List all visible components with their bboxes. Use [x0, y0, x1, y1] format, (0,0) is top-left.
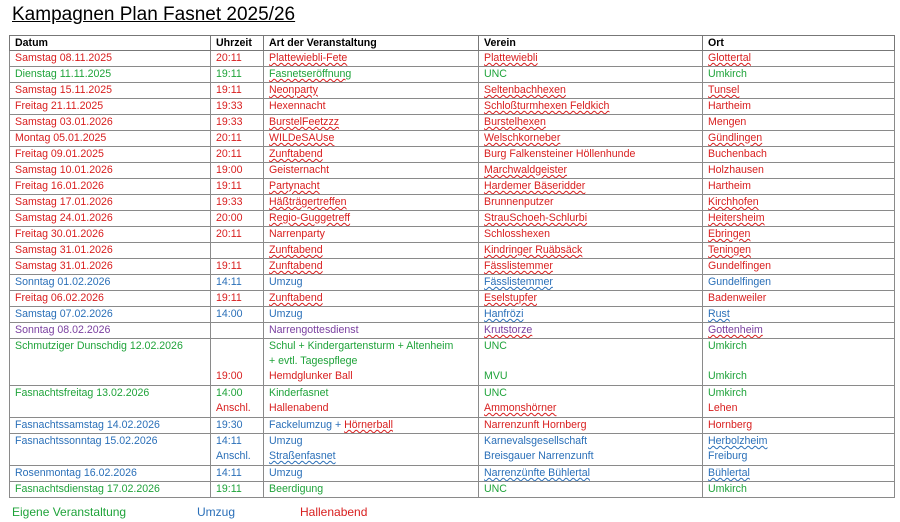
art-cell: Regio-Guggetreff — [264, 211, 479, 227]
datum-cell — [10, 386, 211, 418]
uhrzeit-cell: 14:00 — [211, 307, 264, 323]
art-cell: Neonparty — [264, 83, 479, 99]
legend-umzug: Umzug — [197, 505, 236, 519]
ort-cell: Tunsel — [703, 83, 895, 99]
table-row-rosenmontag — [10, 466, 895, 482]
verein-cell: Welschkorneber — [479, 131, 703, 147]
table-row-fasnachtsfreitag — [10, 386, 895, 418]
uhrzeit-cell: 20:11 — [211, 51, 264, 67]
ort-cell: Gündlingen — [703, 131, 895, 147]
table-row — [10, 227, 895, 243]
ort-cell: Hartheim — [703, 99, 895, 115]
datum-cell: Freitag 16.01.2026 — [10, 179, 211, 195]
verein-cell: Plattewiebli — [479, 51, 703, 67]
art-cell: Narrenparty — [264, 227, 479, 243]
ort-text: Lehen — [708, 402, 738, 414]
uhrzeit-cell: 19:30 — [211, 418, 264, 434]
art-line: Kinderfasnet — [269, 387, 329, 399]
uhrzeit-cell — [211, 339, 264, 386]
ort-cell: Kirchhofen — [703, 195, 895, 211]
uhrzeit-cell: 19:33 — [211, 195, 264, 211]
table-row — [10, 115, 895, 131]
datum-cell: Samstag 10.01.2026 — [10, 163, 211, 179]
uhrzeit-cell: 19:11 — [211, 291, 264, 307]
ort-cell: Glottertal — [703, 51, 895, 67]
art-line: Umzug — [269, 435, 303, 447]
table-row-schmutziger — [10, 339, 895, 386]
ort-text: Umkirch — [708, 340, 747, 352]
datum-cell: Samstag 31.01.2026 — [10, 259, 211, 275]
uhrzeit-cell: 19:11 — [211, 259, 264, 275]
datum-text: Schmutziger Dunschdig 12.02.2026 — [15, 340, 183, 352]
verein-cell: Hanfrözi — [479, 307, 703, 323]
ort-cell: Umkirch — [703, 67, 895, 83]
art-line: Straßenfasnet — [269, 450, 336, 462]
verein-cell — [479, 434, 703, 466]
ort-text: Herbolzheim — [708, 435, 768, 447]
verein-cell: UNC — [479, 482, 703, 498]
ort-text: Umkirch — [708, 387, 747, 399]
ort-cell: Gundelfingen — [703, 259, 895, 275]
ort-cell: Holzhausen — [703, 163, 895, 179]
ort-cell: Gottenheim — [703, 323, 895, 339]
ort-cell: Buchenbach — [703, 147, 895, 163]
verein-text: Breisgauer Narrenzunft — [484, 450, 594, 462]
verein-text: Karnevalsgesellschaft — [484, 435, 588, 447]
ort-cell: Mengen — [703, 115, 895, 131]
art-cell: Zunftabend — [264, 291, 479, 307]
datum-cell — [10, 339, 211, 386]
verein-cell: UNC — [479, 67, 703, 83]
table-row — [10, 307, 895, 323]
uhrzeit-cell: 20:11 — [211, 227, 264, 243]
art-cell: Plattewiebli-Fete — [264, 51, 479, 67]
uhrzeit-cell: 19:11 — [211, 179, 264, 195]
datum-cell: Freitag 09.01.2025 — [10, 147, 211, 163]
uhrzeit-cell: 20:11 — [211, 131, 264, 147]
uhrzeit-cell: 20:00 — [211, 211, 264, 227]
ort-cell: Teningen — [703, 243, 895, 259]
verein-cell: Marchwaldgeister — [479, 163, 703, 179]
datum-text: Fasnachtsfreitag 13.02.2026 — [15, 387, 150, 399]
datum-cell: Freitag 30.01.2026 — [10, 227, 211, 243]
art-cell — [264, 418, 479, 434]
datum-cell: Freitag 21.11.2025 — [10, 99, 211, 115]
uhrzeit-cell: 14:11 — [211, 275, 264, 291]
datum-cell: Samstag 17.01.2026 — [10, 195, 211, 211]
datum-cell: Samstag 24.01.2026 — [10, 211, 211, 227]
art-plus: + — [332, 419, 345, 431]
datum-cell: Dienstag 11.11.2025 — [10, 67, 211, 83]
art-cell: Umzug — [264, 275, 479, 291]
table-row — [10, 195, 895, 211]
art-line: Schul + Kindergartensturm + Altenheim — [269, 340, 454, 352]
uhrzeit-cell — [211, 323, 264, 339]
datum-cell: Samstag 15.11.2025 — [10, 83, 211, 99]
art-text: Hörnerball — [344, 419, 393, 431]
table-row — [10, 83, 895, 99]
uhrzeit-cell: 19:33 — [211, 99, 264, 115]
art-cell: Zunftabend — [264, 243, 479, 259]
verein-text: UNC — [484, 387, 507, 399]
verein-cell: StrauSchoeh-Schlurbi — [479, 211, 703, 227]
verein-cell: Fässlistemmer — [479, 275, 703, 291]
header-ort: Ort — [703, 36, 895, 51]
ort-cell: Gundelfingen — [703, 275, 895, 291]
uhrzeit-cell: 19:11 — [211, 482, 264, 498]
uhrzeit-cell: 14:11 — [211, 466, 264, 482]
uhrzeit-cell — [211, 386, 264, 418]
table-row — [10, 243, 895, 259]
verein-cell: Narrenzunft Hornberg — [479, 418, 703, 434]
datum-cell: Montag 05.01.2025 — [10, 131, 211, 147]
art-cell: WILDeSAUse — [264, 131, 479, 147]
table-row — [10, 275, 895, 291]
art-cell: Umzug — [264, 466, 479, 482]
header-verein: Verein — [479, 36, 703, 51]
datum-cell: Samstag 03.01.2026 — [10, 115, 211, 131]
ort-cell: Bühlertal — [703, 466, 895, 482]
art-line: + evtl. Tagespflege — [269, 355, 358, 367]
ort-cell: Heitersheim — [703, 211, 895, 227]
ort-cell: Umkirch — [703, 482, 895, 498]
art-cell: BurstelFeetzzz — [264, 115, 479, 131]
verein-text: Ammonshörner — [484, 402, 557, 414]
ort-text: Freiburg — [708, 450, 748, 462]
verein-cell: Krutstorze — [479, 323, 703, 339]
header-art: Art der Veranstaltung — [264, 36, 479, 51]
uhrzeit-cell: 20:11 — [211, 147, 264, 163]
datum-cell: Fasnachtssamstag 14.02.2026 — [10, 418, 211, 434]
ort-cell: Hornberg — [703, 418, 895, 434]
verein-cell: Eselstupfer — [479, 291, 703, 307]
table-row — [10, 211, 895, 227]
verein-cell: Burstelhexen — [479, 115, 703, 131]
datum-cell — [10, 434, 211, 466]
uhrzeit-text: Anschl. — [216, 450, 251, 462]
document-title: Kampagnen Plan Fasnet 2025/26 — [12, 4, 296, 25]
table-row-fasnachtssamstag — [10, 418, 895, 434]
art-cell: Geisternacht — [264, 163, 479, 179]
uhrzeit-cell: 19:00 — [211, 163, 264, 179]
ort-cell: Ebringen — [703, 227, 895, 243]
verein-cell: Brunnenputzer — [479, 195, 703, 211]
uhrzeit-cell: 19:33 — [211, 115, 264, 131]
uhrzeit-text: 19:00 — [216, 370, 243, 382]
legend-eigene: Eigene Veranstaltung — [12, 505, 127, 519]
ort-cell — [703, 386, 895, 418]
table-row — [10, 163, 895, 179]
art-cell — [264, 386, 479, 418]
verein-cell: Burg Falkensteiner Höllenhunde — [479, 147, 703, 163]
table-row — [10, 51, 895, 67]
art-text: Fackelumzug — [269, 419, 332, 431]
verein-cell: Fässlistemmer — [479, 259, 703, 275]
art-cell: Zunftabend — [264, 147, 479, 163]
art-cell: Häßträgertreffen — [264, 195, 479, 211]
datum-cell: Samstag 07.02.2026 — [10, 307, 211, 323]
verein-cell — [479, 339, 703, 386]
uhrzeit-text: 14:11 — [216, 435, 242, 447]
art-cell — [264, 434, 479, 466]
uhrzeit-text: Anschl. — [216, 402, 251, 414]
ort-cell: Hartheim — [703, 179, 895, 195]
table-row-fasnachtssonntag — [10, 434, 895, 466]
ort-cell: Badenweiler — [703, 291, 895, 307]
table-row — [10, 259, 895, 275]
verein-cell: Kindringer Ruäbsäck — [479, 243, 703, 259]
table-row — [10, 147, 895, 163]
datum-cell: Fasnachtsdienstag 17.02.2026 — [10, 482, 211, 498]
event-table — [9, 35, 895, 498]
verein-cell: Seltenbachhexen — [479, 83, 703, 99]
table-row — [10, 67, 895, 83]
art-line: Hallenabend — [269, 402, 329, 414]
verein-cell: Schlosshexen — [479, 227, 703, 243]
header-uhrzeit: Uhrzeit — [211, 36, 264, 51]
verein-cell: Hardemer Bäseridder — [479, 179, 703, 195]
verein-cell: Narrenzünfte Bühlertal — [479, 466, 703, 482]
header-datum: Datum — [10, 36, 211, 51]
art-cell: Beerdigung — [264, 482, 479, 498]
uhrzeit-cell — [211, 243, 264, 259]
art-cell: Fasnetseröffnung — [264, 67, 479, 83]
art-cell: Narrengottesdienst — [264, 323, 479, 339]
verein-text: UNC — [484, 340, 507, 352]
ort-cell — [703, 339, 895, 386]
datum-text: Fasnachtssonntag 15.02.2026 — [15, 435, 158, 447]
ort-text: Umkirch — [708, 370, 747, 382]
art-cell: Zunftabend — [264, 259, 479, 275]
datum-cell: Rosenmontag 16.02.2026 — [10, 466, 211, 482]
ort-cell: Rust — [703, 307, 895, 323]
legend-hallenabend: Hallenabend — [300, 505, 368, 519]
datum-cell: Sonntag 08.02.2026 — [10, 323, 211, 339]
datum-cell: Freitag 06.02.2026 — [10, 291, 211, 307]
table-row — [10, 131, 895, 147]
verein-text: MVU — [484, 370, 508, 382]
art-cell: Umzug — [264, 307, 479, 323]
uhrzeit-cell: 19:11 — [211, 67, 264, 83]
art-cell — [264, 339, 479, 386]
datum-cell: Sonntag 01.02.2026 — [10, 275, 211, 291]
table-row — [10, 291, 895, 307]
ort-cell — [703, 434, 895, 466]
table-row — [10, 179, 895, 195]
art-cell: Partynacht — [264, 179, 479, 195]
header-row — [10, 36, 895, 51]
verein-cell: Schloßturmhexen Feldkich — [479, 99, 703, 115]
art-cell: Hexennacht — [264, 99, 479, 115]
table-row — [10, 99, 895, 115]
verein-cell — [479, 386, 703, 418]
datum-cell: Samstag 31.01.2026 — [10, 243, 211, 259]
datum-cell: Samstag 08.11.2025 — [10, 51, 211, 67]
art-line: Hemdglunker Ball — [269, 370, 353, 382]
uhrzeit-text: 14:00 — [216, 387, 243, 399]
table-row-fasnachtsdienstag — [10, 482, 895, 498]
uhrzeit-cell — [211, 434, 264, 466]
table-row — [10, 323, 895, 339]
uhrzeit-cell: 19:11 — [211, 83, 264, 99]
